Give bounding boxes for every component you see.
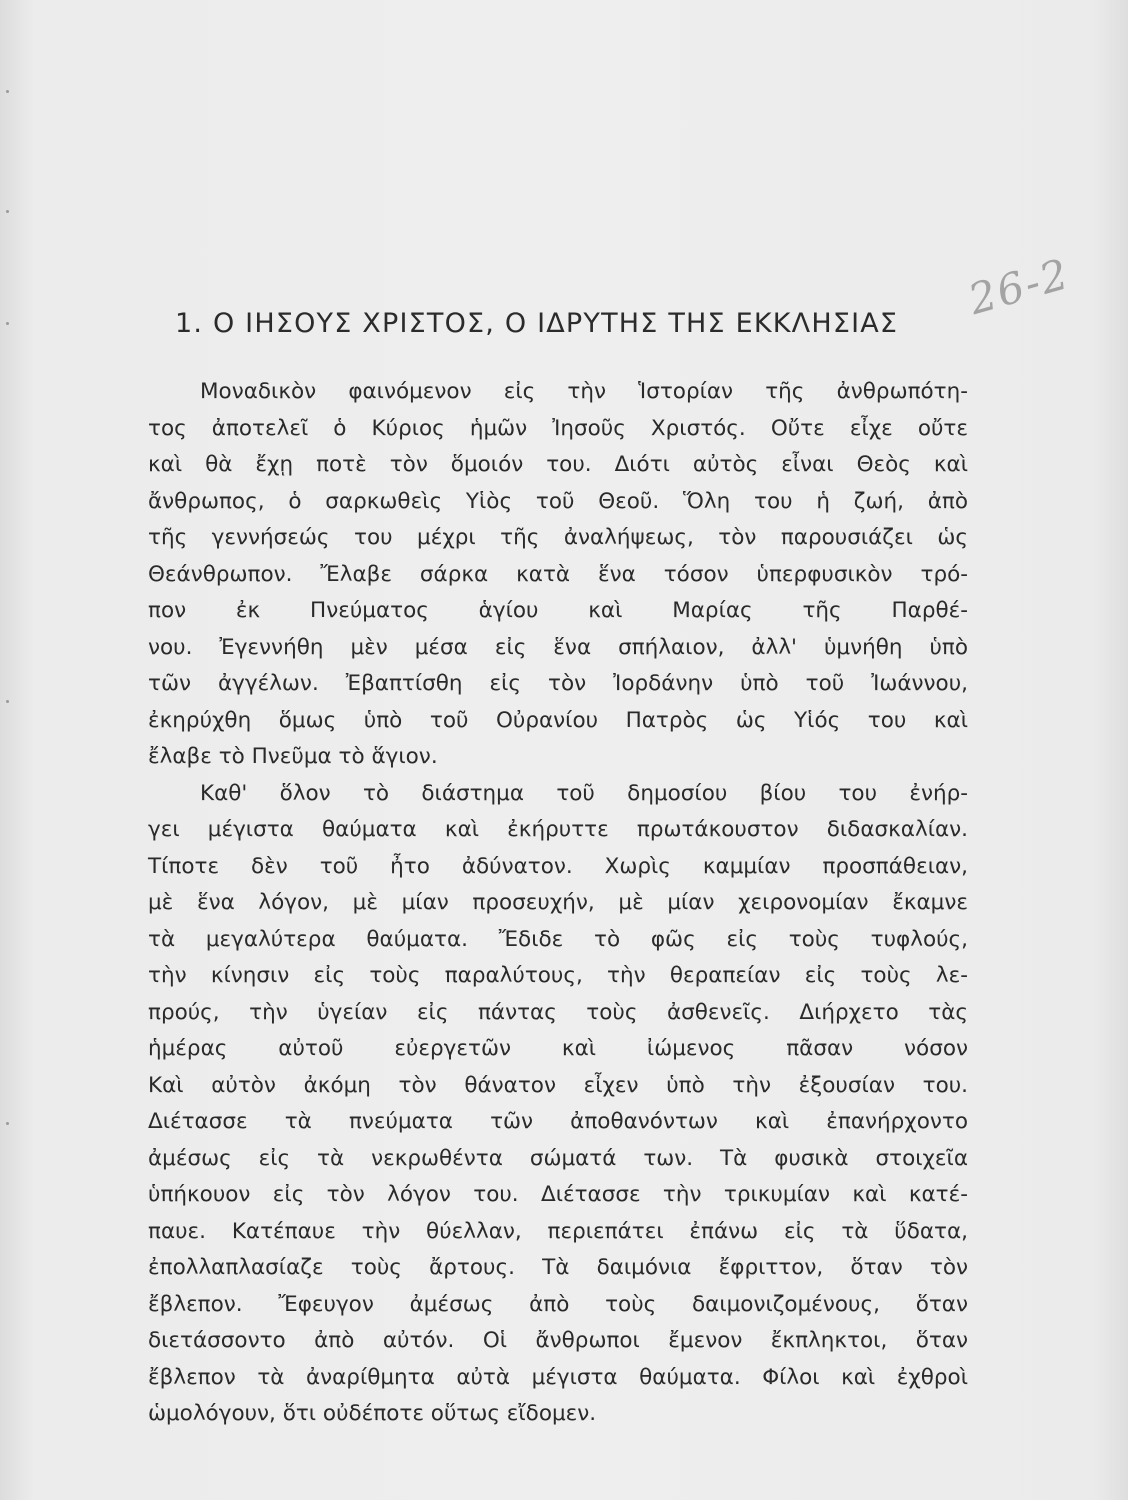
- text-line: ἀμέσως εἰς τὰ νεκρωθέντα σώματά των. Τὰ φυσικὰ στοιχεῖα: [148, 1145, 968, 1171]
- text-line: μὲ ἕνα λόγον, μὲ μίαν προσευχήν, μὲ μίαν χειρονομίαν ἔκαμνε: [148, 890, 968, 915]
- text-line: Θεάνθρωπον. Ἔλαβε σάρκα κατὰ ἕνα τόσον ὑπερφυσικὸν τρό-: [148, 561, 968, 587]
- text-line: ὡμολόγουν, ὅτι οὐδέποτε οὕτως εἴδομεν.: [148, 1401, 597, 1426]
- text-line: Καὶ αὐτὸν ἀκόμη τὸν θάνατον εἶχεν ὑπὸ τὴν ἐξουσίαν του.: [148, 1072, 968, 1098]
- text-line: ἡμέρας αὐτοῦ εὐεργετῶν καὶ ἰώμενος πᾶσαν νόσον: [148, 1036, 968, 1061]
- text-line: Διέτασσε τὰ πνεύματα τῶν ἀποθανόντων καὶ ἐπανήρχοντο: [148, 1109, 968, 1134]
- text-line: τὴν κίνησιν εἰς τοὺς παραλύτους, τὴν θεραπείαν εἰς τοὺς λε-: [148, 963, 968, 988]
- text-line: προύς, τὴν ὑγείαν εἰς πάντας τοὺς ἀσθενεῖς. Διήρχετο τὰς: [148, 999, 968, 1025]
- binding-mark: [6, 90, 9, 93]
- text-line: τος ἀποτελεῖ ὁ Κύριος ἡμῶν Ἰησοῦς Χριστός. Οὔτε εἶχε οὔτε: [148, 415, 968, 441]
- text-line: ἔβλεπον. Ἔφευγον ἀμέσως ἀπὸ τοὺς δαιμονιζομένους, ὅταν: [148, 1291, 968, 1317]
- body-text: [148, 374, 968, 1433]
- text-line: τὰ μεγαλύτερα θαύματα. Ἔδιδε τὸ φῶς εἰς τοὺς τυφλούς,: [148, 926, 968, 952]
- text-line: τῶν ἀγγέλων. Ἐβαπτίσθη εἰς τὸν Ἰορδάνην ὑπὸ τοῦ Ἰωάννου,: [148, 671, 968, 696]
- text-line: Τίποτε δὲν τοῦ ἦτο ἀδύνατον. Χωρὶς καμμίαν προσπάθειαν,: [148, 853, 968, 879]
- text-line: ὑπήκουον εἰς τὸν λόγον του. Διέτασσε τὴν τρικυμίαν καὶ κατέ-: [148, 1182, 968, 1207]
- binding-mark: [6, 1122, 9, 1125]
- text-line: ἔβλεπον τὰ ἀναρίθμητα αὐτὰ μέγιστα θαύματα. Φίλοι καὶ ἐχθροὶ: [148, 1364, 968, 1390]
- chapter-heading: 1. Ο ΙΗΣΟΥΣ ΧΡΙΣΤΟΣ, Ο ΙΔΡΥΤΗΣ ΤΗΣ ΕΚΚΛΗΣΙΑΣ: [175, 308, 899, 339]
- text-line: Μοναδικὸν φαινόμενον εἰς τὴν Ἱστορίαν τῆς ἀνθρωπότη-: [200, 379, 968, 404]
- text-line: διετάσσοντο ἀπὸ αὐτόν. Οἱ ἄνθρωποι ἔμενον ἔκπληκτοι, ὅταν: [148, 1328, 968, 1353]
- text-line: ἄνθρωπος, ὁ σαρκωθεὶς Υἱὸς τοῦ Θεοῦ. Ὅλη του ἡ ζωή, ἀπὸ: [148, 488, 968, 514]
- text-line: παυε. Κατέπαυε τὴν θύελλαν, περιεπάτει ἐπάνω εἰς τὰ ὕδατα,: [148, 1218, 968, 1244]
- text-line: γει μέγιστα θαύματα καὶ ἐκήρυττε πρωτάκουστον διδασκαλίαν.: [148, 817, 968, 842]
- text-line: καὶ θὰ ἔχῃ ποτὲ τὸν ὅμοιόν του. Διότι αὐτὸς εἶναι Θεὸς καὶ: [148, 452, 968, 477]
- text-line: ἔλαβε τὸ Πνεῦμα τὸ ἅγιον.: [148, 744, 438, 769]
- text-line: νου. Ἐγεννήθη μὲν μέσα εἰς ἕνα σπήλαιον, ἀλλ' ὑμνήθη ὑπὸ: [148, 634, 968, 660]
- text-line: ἐπολλαπλασίαζε τοὺς ἄρτους. Τὰ δαιμόνια ἔφριττον, ὅταν τὸν: [148, 1255, 968, 1280]
- binding-mark: [6, 700, 9, 703]
- binding-mark: [6, 210, 9, 213]
- text-line: τῆς γεννήσεώς του μέχρι τῆς ἀναλήψεως, τὸν παρουσιάζει ὡς: [148, 525, 968, 550]
- text-line: ἐκηρύχθη ὅμως ὑπὸ τοῦ Οὐρανίου Πατρὸς ὡς Υἱός του καὶ: [148, 707, 968, 733]
- handwritten-margin-note: 26-2: [963, 248, 1076, 325]
- binding-mark: [6, 322, 9, 325]
- text-line: Καθ' ὅλον τὸ διάστημα τοῦ δημοσίου βίου του ἐνήρ-: [200, 780, 968, 806]
- text-line: πον ἐκ Πνεύματος ἁγίου καὶ Μαρίας τῆς Παρθέ-: [148, 598, 968, 623]
